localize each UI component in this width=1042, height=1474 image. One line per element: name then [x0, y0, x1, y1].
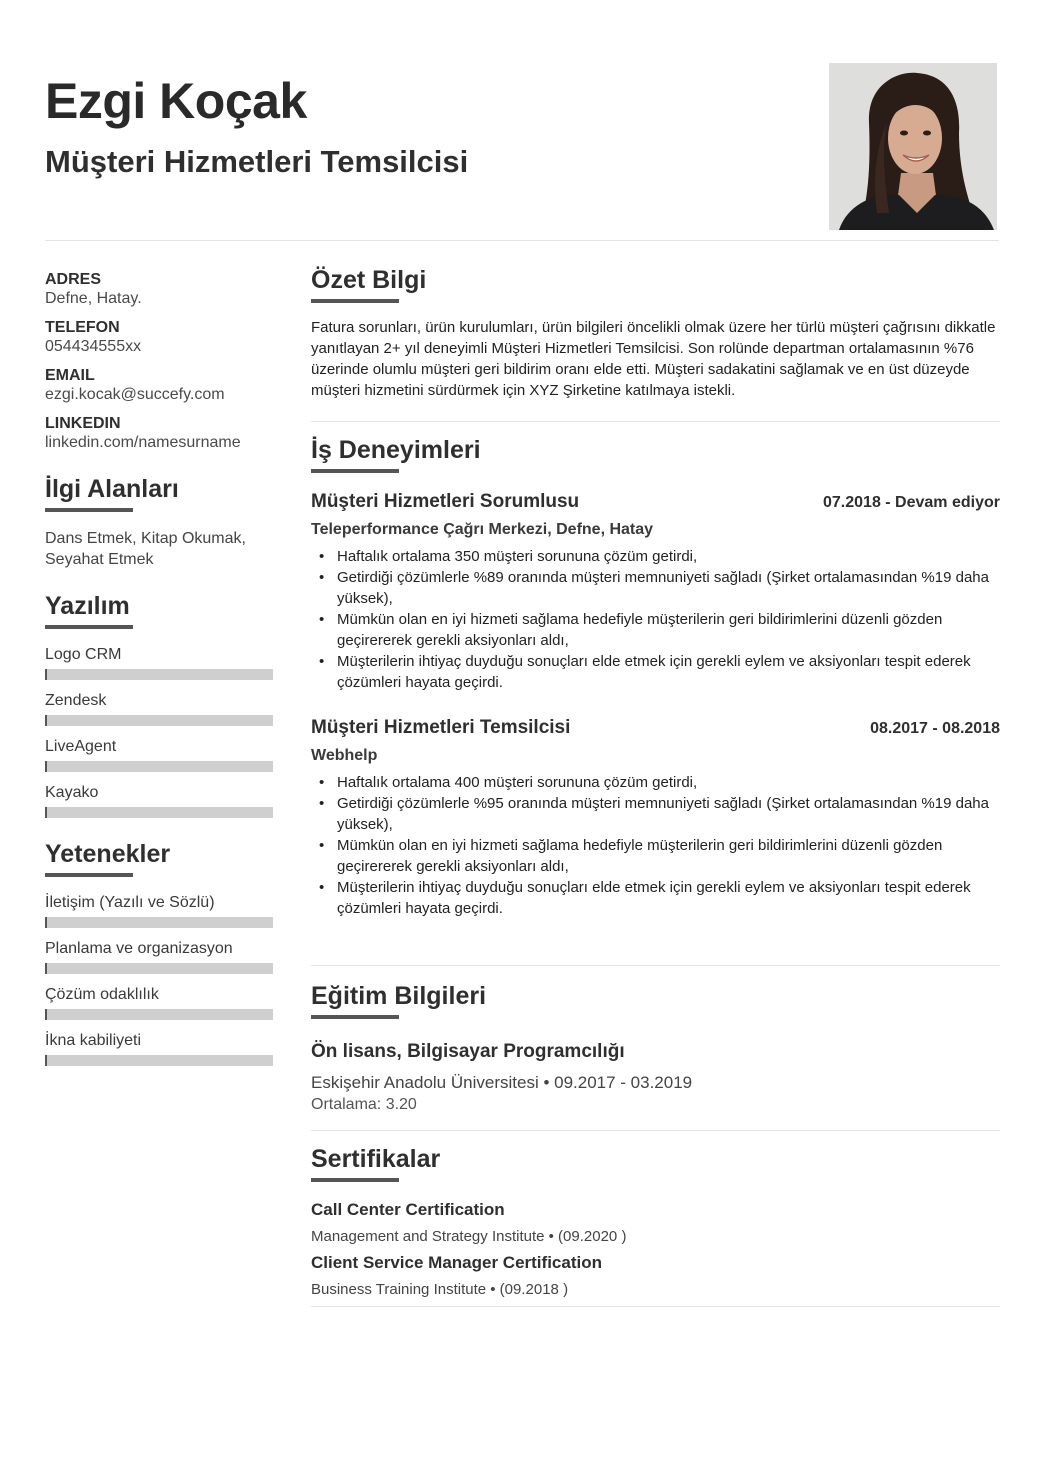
email-value: ezgi.kocak@succefy.com	[45, 386, 225, 403]
summary-underline	[311, 299, 399, 303]
header-divider	[45, 240, 999, 241]
education-school: Eskişehir Anadolu Üniversitesi • 09.2017 - 03.2019	[311, 1073, 693, 1092]
certificates-underline	[311, 1178, 399, 1182]
job-date: 07.2018 - Devam ediyor	[823, 494, 1000, 511]
job-bullet: • Getirdiği çözümlerle %95 oranında müşteri memnuniyeti sağladı (Şirket ortalamasından %19 daha yüksek),	[337, 793, 1000, 835]
education-section	[311, 982, 1000, 1114]
job-header	[311, 491, 1000, 513]
software-level-bar	[45, 761, 273, 772]
skills-list	[45, 893, 273, 1066]
job-entry	[311, 491, 1000, 693]
software-name: Kayako	[45, 784, 99, 801]
skill-level-bar	[45, 963, 273, 974]
job-company: Teleperformance Çağrı Merkezi, Defne, Hatay	[311, 521, 654, 538]
certificate-meta: Management and Strategy Institute • (09.2020 )	[311, 1228, 627, 1245]
software-level-fill	[45, 807, 47, 818]
software-level-bar	[45, 669, 273, 680]
certificates-heading: Sertifikalar	[311, 1145, 441, 1173]
section-divider	[311, 1130, 1000, 1131]
job-bullet: • Müşterilerin ihtiyaç duyduğu sonuçları elde etmek için gerekli eylem ve aksiyonları tespit ederek çözümleri hayata geçirdi.	[337, 651, 1000, 693]
phone-label: TELEFON	[45, 319, 120, 336]
linkedin-label: LINKEDIN	[45, 415, 121, 432]
linkedin-value: linkedin.com/namesurname	[45, 434, 241, 451]
job-entry	[311, 717, 1000, 919]
skill-name: Çözüm odaklılık	[45, 986, 159, 1003]
software-item	[45, 737, 273, 772]
certificates-section	[311, 1145, 1000, 1298]
software-level-bar	[45, 807, 273, 818]
job-position: Müşteri Hizmetleri Sorumlusu	[311, 491, 580, 512]
skill-level-bar	[45, 917, 273, 928]
summary-section	[311, 266, 1000, 401]
skill-level-fill	[45, 1009, 47, 1020]
skill-level-fill	[45, 1055, 47, 1066]
software-item	[45, 645, 273, 680]
job-bullet: • Müşterilerin ihtiyaç duyduğu sonuçları elde etmek için gerekli eylem ve aksiyonları tespit ederek çözümleri hayata geçirdi.	[337, 877, 1000, 919]
job-title-heading: Müşteri Hizmetleri Temsilcisi	[45, 144, 469, 179]
summary-text: Fatura sorunları, ürün kurulumları, ürün bilgileri öncelikli olmak üzere her türlü müşteri çağrısını dikkatle yanıtlayan 2+ yıl deneyimli Müşteri Hizmetleri Temsilcisi. Son rolünde departman ortalamasının %76 üzerinde olumlu müşteri geri bildirim oranı elde etti. Müşteri sadakatini sağlamak ve en üst düzeyde müşteri hizmetini sürdürmek için XYZ Şirketine katılmaya istekli.	[311, 319, 996, 399]
skill-item	[45, 985, 273, 1020]
address-label: ADRES	[45, 271, 102, 288]
skill-name: İkna kabiliyeti	[45, 1032, 142, 1049]
experience-section	[311, 436, 1000, 919]
experience-underline	[311, 469, 399, 473]
job-bullet: • Mümkün olan en iyi hizmeti sağlama hedefiyle müşterilerin geri bildirimlerini düzenli gözden geçirererek gerekli aksiyonları aldı,	[337, 835, 1000, 877]
job-date: 08.2017 - 08.2018	[870, 720, 1000, 737]
certificate-meta: Business Training Institute • (09.2018 )	[311, 1281, 569, 1298]
software-name: LiveAgent	[45, 738, 117, 755]
software-item	[45, 691, 273, 726]
software-level-bar	[45, 715, 273, 726]
job-bullet: • Getirdiği çözümlerle %89 oranında müşteri memnuniyeti sağladı (Şirket ortalamasından %19 daha yüksek),	[337, 567, 1000, 609]
resume-header	[45, 60, 999, 242]
job-company: Webhelp	[311, 747, 378, 764]
software-name: Zendesk	[45, 692, 107, 709]
email-label: EMAIL	[45, 367, 95, 384]
education-underline	[311, 1015, 399, 1019]
software-heading: Yazılım	[45, 592, 130, 620]
job-header	[311, 717, 1000, 739]
job-bullets	[311, 772, 1000, 919]
software-item	[45, 783, 273, 818]
software-level-fill	[45, 715, 47, 726]
section-divider	[311, 965, 1000, 966]
interests-underline	[45, 508, 133, 512]
job-bullet: • Haftalık ortalama 350 müşteri sorununa çözüm getirdi,	[337, 546, 1000, 567]
software-underline	[45, 625, 133, 629]
skill-level-fill	[45, 963, 47, 974]
skill-item	[45, 893, 273, 928]
education-heading: Eğitim Bilgileri	[311, 982, 487, 1010]
certificate-name: Client Service Manager Certification	[311, 1253, 602, 1272]
education-degree: Ön lisans, Bilgisayar Programcılığı	[311, 1041, 625, 1062]
certificate-name: Call Center Certification	[311, 1200, 505, 1219]
interests-heading: İlgi Alanları	[45, 475, 179, 503]
experience-heading: İş Deneyimleri	[311, 436, 481, 464]
job-position: Müşteri Hizmetleri Temsilcisi	[311, 717, 571, 738]
software-name: Logo CRM	[45, 646, 122, 663]
summary-heading: Özet Bilgi	[311, 266, 427, 294]
profile-photo	[829, 63, 997, 230]
contact-block	[45, 270, 273, 453]
education-gpa: Ortalama: 3.20	[311, 1096, 417, 1113]
skill-level-bar	[45, 1009, 273, 1020]
skill-item	[45, 1031, 273, 1066]
address-value: Defne, Hatay.	[45, 290, 142, 307]
main-column	[311, 266, 1000, 1307]
skills-underline	[45, 873, 133, 877]
section-divider	[311, 421, 1000, 422]
candidate-name: Ezgi Koçak	[45, 73, 307, 129]
skill-level-fill	[45, 917, 47, 928]
job-bullet: • Mümkün olan en iyi hizmeti sağlama hedefiyle müşterilerin geri bildirimlerini düzenli gözden geçirererek gerekli aksiyonları aldı,	[337, 609, 1000, 651]
software-list	[45, 645, 273, 818]
skill-name: Planlama ve organizasyon	[45, 940, 233, 957]
skill-level-bar	[45, 1055, 273, 1066]
sidebar	[45, 270, 273, 1077]
section-divider	[311, 1306, 1000, 1307]
interests-text: Dans Etmek, Kitap Okumak, Seyahat Etmek	[45, 530, 246, 568]
software-level-fill	[45, 761, 47, 772]
phone-value: 054434555xx	[45, 338, 142, 355]
skill-name: İletişim (Yazılı ve Sözlü)	[45, 894, 215, 911]
software-level-fill	[45, 669, 47, 680]
skill-item	[45, 939, 273, 974]
job-bullets	[311, 546, 1000, 693]
skills-heading: Yetenekler	[45, 840, 171, 868]
job-bullet: • Haftalık ortalama 400 müşteri sorununa çözüm getirdi,	[337, 772, 1000, 793]
